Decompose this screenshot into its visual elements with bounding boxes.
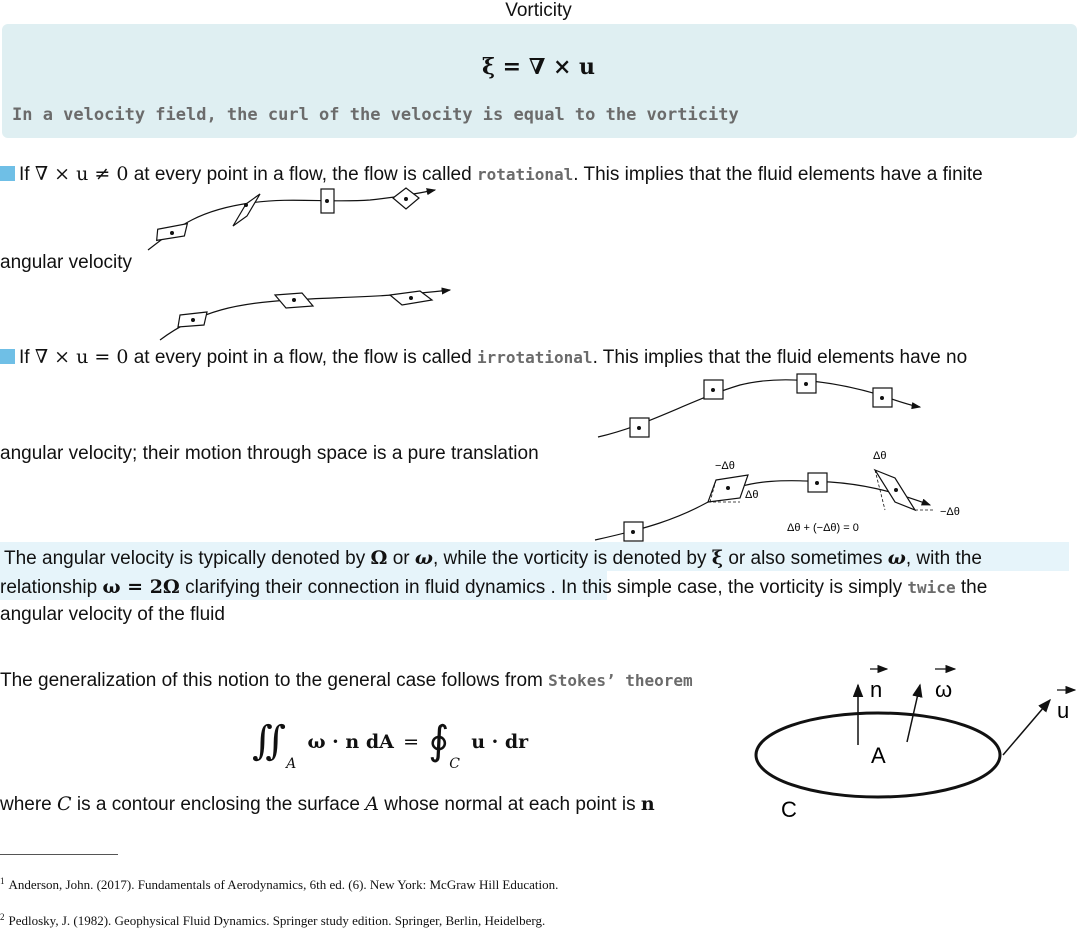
symbol-omega: ω: [414, 547, 433, 569]
label-sum: Δθ + (−Δθ) = 0: [787, 522, 859, 534]
stokes-formula: [252, 712, 529, 772]
where-text-2: is a contour enclosing the surface: [76, 794, 360, 815]
footnote-2-number: 2: [0, 912, 5, 922]
var-A: A: [365, 793, 379, 815]
fig-label-A: A: [871, 743, 886, 768]
angular-text-8: the: [960, 577, 988, 598]
symbol-Omega: Ω: [370, 547, 388, 569]
relation-formula: ω = 2Ω: [102, 576, 180, 598]
angular-text-3: or also sometimes: [728, 548, 883, 569]
footnote-1: [0, 876, 558, 893]
footnote-2: [0, 912, 545, 929]
angular-text-2: , while the vorticity is denoted by: [432, 548, 707, 569]
var-n: n: [640, 793, 655, 815]
rotational-if: If: [19, 164, 30, 185]
angular-or: or: [392, 548, 410, 569]
fig-label-u: u: [1057, 698, 1070, 723]
rotational-flow-figure: [140, 185, 470, 345]
rotational-line1: [0, 162, 983, 187]
bullet-icon: [0, 166, 15, 181]
rotational-term: rotational: [476, 165, 574, 184]
rotational-text-mid: at every point in a flow, the flow is called: [133, 164, 472, 185]
fig-label-C: C: [781, 797, 797, 822]
irrotational-text-after: . This implies that the fluid elements have no: [592, 347, 968, 368]
equals-sign: =: [403, 731, 420, 753]
definition-formula: ξ = ∇ × u: [481, 54, 596, 80]
double-integral: ∬: [252, 718, 287, 764]
irrotational-line1: [0, 345, 967, 370]
irrotational-flow-figure: [590, 370, 980, 542]
contour-integral: ∮: [428, 718, 450, 764]
stokes-term: Stokes’ theorem: [548, 671, 693, 690]
page-title: Vorticity: [505, 0, 572, 21]
irrotational-term: irrotational: [476, 348, 593, 367]
angular-text-4: , with the: [905, 548, 982, 569]
stokes-intro: [0, 669, 693, 693]
footnote-1-text: Anderson, John. (2017). Fundamentals of Aerodynamics, 6th ed. (6). New York: McGraw Hill Education.: [8, 877, 559, 892]
rhs-integrand: u · dr: [471, 731, 529, 753]
term-twice: twice: [907, 578, 956, 597]
label-minus-dtheta: −Δθ: [715, 460, 735, 472]
stokes-where: [0, 792, 655, 817]
angular-line2: [0, 575, 987, 600]
var-C: C: [57, 793, 72, 815]
footnote-2-text: Pedlosky, J. (1982). Geophysical Fluid Dynamics. Springer study edition. Springer, Berlin, Heidelberg.: [8, 913, 546, 928]
lhs-integrand: ω · n dA: [307, 731, 394, 753]
where-text-3: whose normal at each point is: [384, 794, 636, 815]
irrotational-if: If: [19, 347, 30, 368]
symbol-xi: ξ: [711, 547, 724, 569]
integral-sub-C: C: [449, 756, 460, 772]
irrotational-line2: angular velocity; their motion through space is a pure translation: [0, 443, 539, 464]
symbol-omega-2: ω: [887, 547, 906, 569]
angular-line1: [4, 546, 982, 571]
integral-sub-A: A: [286, 756, 297, 772]
fig-label-n: n: [870, 677, 883, 702]
stokes-figure: [745, 660, 1077, 830]
irrotational-text-mid: at every point in a flow, the flow is called: [133, 347, 472, 368]
irrotational-condition: ∇ × u = 0: [34, 346, 129, 368]
label-dtheta-right: Δθ: [873, 450, 887, 462]
angular-text-6: clarifying their connection in fluid dynamics: [185, 577, 546, 598]
definition-text: In a velocity field, the curl of the velocity is equal to the vorticity: [12, 105, 739, 125]
label-dtheta: Δθ: [745, 489, 759, 501]
stokes-intro-text: The generalization of this notion to the general case follows from: [0, 670, 543, 691]
bullet-icon: [0, 349, 15, 364]
angular-text-5: relationship: [0, 577, 98, 598]
rotational-condition: ∇ × u ≠ 0: [34, 163, 129, 185]
where-text-1: where: [0, 794, 52, 815]
footnote-1-number: 1: [0, 876, 5, 886]
angular-line3: angular velocity of the fluid: [0, 604, 225, 625]
angular-text-1: The angular velocity is typically denoted by: [4, 548, 366, 569]
label-minus-dtheta-right: −Δθ: [940, 506, 960, 518]
footnote-divider: [0, 854, 118, 855]
fig-label-omega: ω: [935, 677, 953, 702]
rotational-line2: angular velocity: [0, 252, 133, 273]
angular-text-7: . In this simple case, the vorticity is simply: [550, 577, 903, 598]
rotational-text-after: . This implies that the fluid elements have a finite: [573, 164, 983, 185]
